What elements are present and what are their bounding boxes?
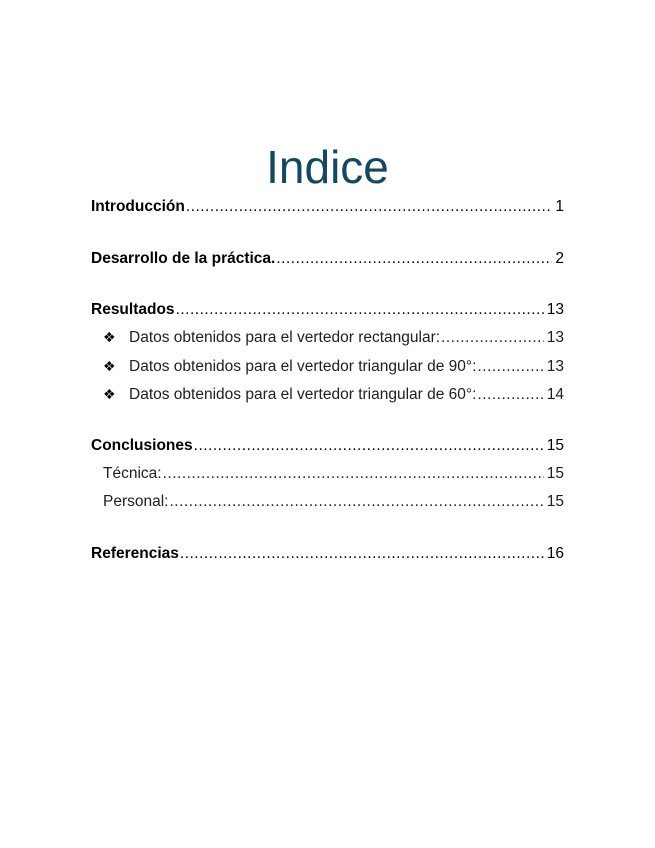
toc-entry-referencias[interactable]: [91, 543, 564, 565]
toc-entry-label: Datos obtenidos para el vertedor rectangular:: [129, 329, 441, 346]
toc-leader-dots: [180, 543, 544, 565]
toc-leader-dots: [276, 248, 552, 270]
toc-page-number: 13: [546, 301, 564, 318]
toc-entry-label: Personal:: [103, 493, 169, 510]
toc-leader-dots: [163, 463, 544, 485]
toc-entry-label: Resultados: [91, 301, 175, 318]
toc-entry-triangular-60[interactable]: [103, 383, 564, 405]
toc-leader-dots: [176, 299, 544, 321]
toc-leader-dots: [169, 491, 543, 513]
diamond-quad-icon: ❖: [103, 386, 116, 402]
toc-entry-label: Datos obtenidos para el vertedor triangular de 90°:: [129, 358, 477, 375]
toc-leader-dots: [477, 356, 543, 378]
page-title: Indice: [266, 140, 389, 193]
toc-entry-label: Desarrollo de la práctica.: [91, 250, 276, 267]
toc-entry-resultados[interactable]: [91, 299, 564, 321]
toc-leader-dots: [194, 435, 544, 457]
toc-entry-rectangular[interactable]: [103, 326, 564, 348]
toc-entry-triangular-90[interactable]: [103, 355, 564, 377]
toc-leader-dots: [186, 196, 553, 218]
toc-page-number: 13: [546, 358, 564, 375]
toc-entry-label: Conclusiones: [91, 437, 193, 454]
toc-entry-label: Datos obtenidos para el vertedor triangular de 60°:: [129, 386, 477, 403]
toc-entry-label: Referencias: [91, 545, 179, 562]
toc-page-number: 13: [546, 329, 564, 346]
toc-entry-desarrollo[interactable]: [91, 248, 564, 270]
toc-page-number: 15: [546, 437, 564, 454]
diamond-quad-icon: ❖: [103, 358, 116, 374]
toc-leader-dots: [477, 384, 543, 406]
toc-entry-label: Introducción: [91, 198, 185, 215]
toc-page-number: 16: [546, 545, 564, 562]
toc-leader-dots: [441, 327, 544, 349]
toc-entry-personal[interactable]: [103, 491, 564, 513]
toc-page-number: 1: [555, 198, 564, 215]
diamond-quad-icon: ❖: [103, 329, 116, 345]
toc-entry-introduccion[interactable]: [91, 196, 564, 218]
toc-entry-conclusiones[interactable]: [91, 435, 564, 457]
toc-page-number: 15: [546, 465, 564, 482]
toc-entry-label: Técnica:: [103, 465, 162, 482]
toc-entry-tecnica[interactable]: [103, 463, 564, 485]
toc-page-number: 2: [555, 250, 564, 267]
toc-page-number: 14: [546, 386, 564, 403]
toc-page-number: 15: [546, 493, 564, 510]
